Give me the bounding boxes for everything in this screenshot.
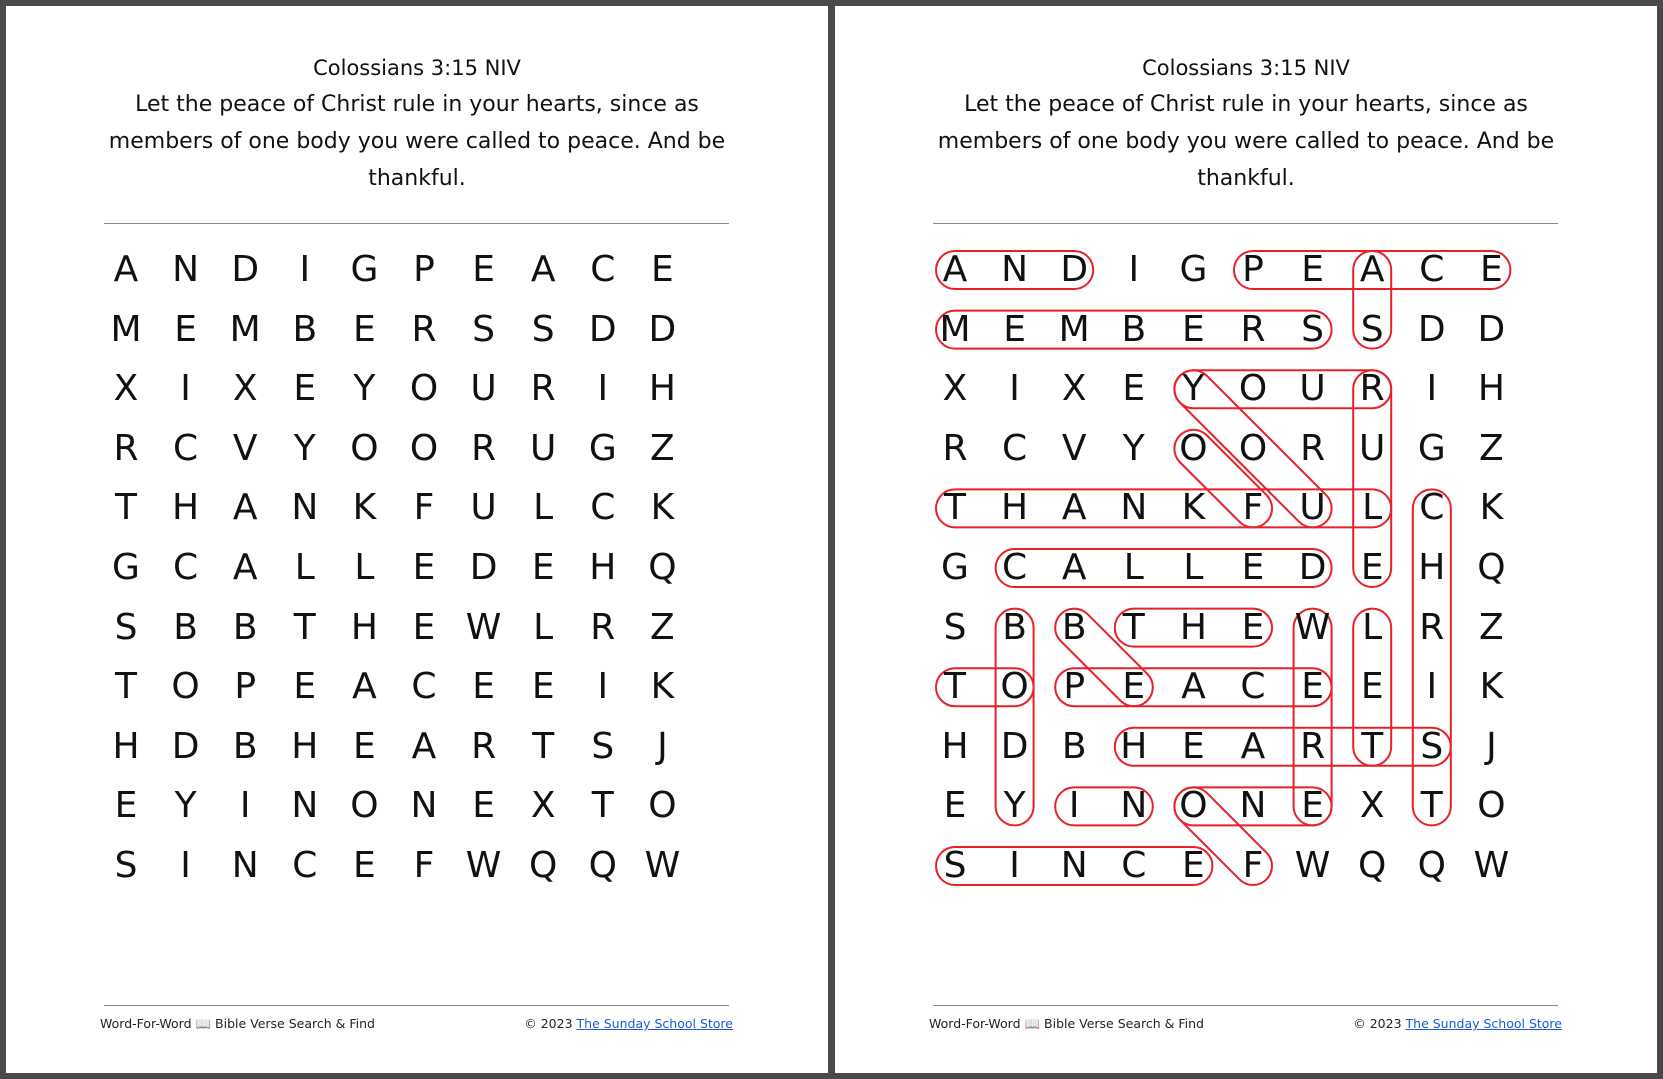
grid-letter: C xyxy=(1240,666,1266,708)
grid-letter: E xyxy=(293,368,317,410)
grid-letter: N xyxy=(1239,785,1267,827)
grid-letter: E xyxy=(1003,308,1026,350)
grid-letter: E xyxy=(472,666,495,708)
grid-letter: K xyxy=(650,666,675,708)
grid-letter: S xyxy=(1360,308,1384,350)
grid-letter: E xyxy=(651,249,674,290)
grid-letter: L xyxy=(533,487,554,529)
footer-credit xyxy=(1353,1016,1562,1031)
grid-letter: R xyxy=(1300,427,1326,469)
grid-letter: S xyxy=(531,308,555,350)
grid-letter: I xyxy=(1426,368,1438,410)
grid-letter: E xyxy=(531,666,555,708)
grid-letter: W xyxy=(1294,845,1331,886)
letter-grid xyxy=(6,6,828,1006)
grid-letter: N xyxy=(1060,845,1088,886)
grid-letter: E xyxy=(1241,547,1265,588)
grid-letter: I xyxy=(180,368,191,410)
grid-letter: W xyxy=(1294,606,1331,648)
footer-title: Word-For-Word 📖 Bible Verse Search & Find xyxy=(929,1016,1204,1031)
grid-letter: E xyxy=(1182,308,1205,350)
grid-letter: S xyxy=(943,845,967,886)
grid-letter: I xyxy=(299,249,311,290)
grid-letter: X xyxy=(530,785,556,827)
grid-letter: J xyxy=(657,725,668,767)
grid-letter: G xyxy=(1179,249,1208,290)
grid-letter: E xyxy=(174,308,197,350)
grid-letter: A xyxy=(232,547,258,588)
grid-letter: C xyxy=(1121,845,1147,886)
grid-letter: U xyxy=(1299,368,1326,410)
grid-letter: Y xyxy=(1003,785,1026,827)
grid-letter: T xyxy=(591,785,614,827)
grid-letter: S xyxy=(1301,308,1325,350)
grid-letter: E xyxy=(412,606,436,648)
grid-letter: H xyxy=(648,368,676,410)
grid-letter: R xyxy=(1240,308,1266,350)
grid-letter: L xyxy=(1362,606,1383,648)
grid-letter: U xyxy=(1299,487,1326,529)
grid-letter: L xyxy=(294,547,315,588)
grid-letter: F xyxy=(413,487,435,529)
grid-letter: K xyxy=(1479,666,1504,708)
grid-letter: O xyxy=(409,368,439,410)
grid-letter: R xyxy=(471,725,497,767)
grid-letter: A xyxy=(942,249,968,290)
copyright: © 2023 xyxy=(1353,1016,1402,1031)
grid-letter: N xyxy=(1120,487,1148,529)
grid-letter: O xyxy=(1000,666,1029,708)
grid-letter: R xyxy=(1419,606,1445,648)
grid-letter: O xyxy=(350,785,379,827)
grid-letter: Q xyxy=(648,547,677,588)
grid-letter: T xyxy=(944,487,966,529)
grid-letter: I xyxy=(239,785,251,827)
grid-letter: H xyxy=(112,725,140,767)
grid-letter: A xyxy=(1181,666,1206,708)
grid-letter: D xyxy=(1060,249,1089,290)
grid-letter: R xyxy=(590,606,616,648)
verse-line: Let the peace of Christ rule in your hearts, since as xyxy=(964,92,1528,117)
grid-letter: N xyxy=(410,785,438,827)
grid-letter: C xyxy=(590,487,616,529)
grid-letter: I xyxy=(597,666,609,708)
grid-letter: H xyxy=(291,725,319,767)
grid-letter: G xyxy=(941,547,969,588)
grid-letter: Y xyxy=(293,427,316,469)
grid-letter: B xyxy=(173,606,198,648)
grid-letter: N xyxy=(291,487,319,529)
grid-letter: A xyxy=(1061,547,1087,588)
grid-letter: U xyxy=(470,368,497,410)
grid-letter: S xyxy=(472,308,496,350)
grid-letter: E xyxy=(531,547,555,588)
grid-letter: E xyxy=(1182,845,1205,886)
grid-letter: H xyxy=(1477,368,1505,410)
grid-letter: V xyxy=(232,427,258,469)
grid-letter: A xyxy=(113,249,139,290)
grid-letter: R xyxy=(1359,368,1385,410)
grid-letter: R xyxy=(942,427,968,469)
grid-letter: Q xyxy=(1417,845,1446,886)
grid-letter: C xyxy=(173,547,199,588)
grid-letter: T xyxy=(1420,785,1443,827)
grid-letter: O xyxy=(1477,785,1506,827)
grid-letter: X xyxy=(942,368,968,410)
grid-letter: G xyxy=(112,547,140,588)
grid-letter: F xyxy=(1242,487,1264,529)
grid-letter: W xyxy=(644,845,681,886)
verse-line: members of one body you were called to peace. And be xyxy=(108,129,726,154)
grid-letter: F xyxy=(1242,845,1264,886)
grid-letter: D xyxy=(588,308,617,350)
grid-letter: R xyxy=(471,427,497,469)
grid-letter: A xyxy=(530,249,556,290)
grid-letter: M xyxy=(229,308,261,350)
grid-letter: E xyxy=(412,547,436,588)
grid-letter: Q xyxy=(529,845,558,886)
grid-letter: D xyxy=(1417,308,1446,350)
grid-letter: L xyxy=(1362,487,1383,529)
footer-divider xyxy=(104,1005,729,1006)
grid-letter: P xyxy=(413,249,435,290)
grid-letter: D xyxy=(1298,547,1327,588)
grid-letter: I xyxy=(1426,666,1438,708)
verse-line: thankful. xyxy=(1197,166,1295,191)
grid-letter: M xyxy=(110,308,142,350)
grid-letter: E xyxy=(1301,666,1324,708)
verse-reference: Colossians 3:15 NIV xyxy=(1142,56,1350,80)
grid-letter: O xyxy=(1179,427,1208,469)
grid-letter: X xyxy=(1359,785,1385,827)
grid-letter: W xyxy=(465,845,502,886)
grid-letter: K xyxy=(650,487,675,529)
grid-letter: G xyxy=(1417,427,1446,469)
grid-letter: L xyxy=(1123,547,1144,588)
grid-letter: U xyxy=(470,487,497,529)
grid-letter: K xyxy=(1181,487,1206,529)
grid-letter: Y xyxy=(1122,427,1145,469)
grid-letter: M xyxy=(939,308,971,350)
grid-letter: Q xyxy=(588,845,617,886)
grid-letter: K xyxy=(352,487,377,529)
grid-letter: T xyxy=(115,666,137,708)
grid-letter: G xyxy=(588,427,617,469)
grid-letter: W xyxy=(1473,845,1510,886)
grid-letter: J xyxy=(1486,725,1497,767)
verse-line: thankful. xyxy=(368,166,466,191)
grid-letter: H xyxy=(1179,606,1207,648)
grid-letter: I xyxy=(1009,845,1020,886)
grid-letter: I xyxy=(1128,249,1140,290)
grid-letter: A xyxy=(1359,249,1385,290)
grid-letter: E xyxy=(1360,547,1384,588)
grid-letter: H xyxy=(1120,725,1148,767)
grid-letter: B xyxy=(1061,725,1087,767)
grid-letter: B xyxy=(292,308,318,350)
answer-grid xyxy=(835,6,1657,1006)
grid-letter: G xyxy=(350,249,379,290)
grid-letter: L xyxy=(533,606,554,648)
grid-letter: C xyxy=(292,845,318,886)
grid-letter: D xyxy=(1000,725,1029,767)
grid-letter: Y xyxy=(1182,368,1205,410)
grid-letter: C xyxy=(590,249,616,290)
grid-letter: C xyxy=(1419,249,1445,290)
grid-letter: H xyxy=(589,547,617,588)
grid-letter: Q xyxy=(1358,845,1387,886)
grid-letter: S xyxy=(114,845,138,886)
grid-letter: E xyxy=(353,308,376,350)
grid-letter: E xyxy=(114,785,138,827)
grid-letter: H xyxy=(172,487,200,529)
grid-letter: Z xyxy=(1479,427,1504,469)
grid-letter: O xyxy=(171,666,200,708)
grid-letter: T xyxy=(293,606,316,648)
grid-letter: A xyxy=(1240,725,1266,767)
grid-letter: D xyxy=(171,725,200,767)
grid-letter: T xyxy=(944,666,966,708)
grid-letter: S xyxy=(114,606,138,648)
grid-letter: E xyxy=(1301,249,1324,290)
verse-line: Let the peace of Christ rule in your hearts, since as xyxy=(135,92,699,117)
grid-letter: L xyxy=(1183,547,1204,588)
grid-letter: E xyxy=(353,725,376,767)
grid-letter: B xyxy=(232,725,258,767)
store-link[interactable]: The Sunday School Store xyxy=(1405,1016,1562,1031)
grid-letter: B xyxy=(232,606,258,648)
grid-letter: O xyxy=(409,427,439,469)
grid-letter: D xyxy=(648,308,677,350)
grid-letter: C xyxy=(1002,427,1028,469)
grid-letter: D xyxy=(231,249,260,290)
grid-letter: I xyxy=(597,368,609,410)
grid-letter: N xyxy=(231,845,259,886)
grid-letter: O xyxy=(648,785,677,827)
store-link[interactable]: The Sunday School Store xyxy=(576,1016,733,1031)
grid-letter: E xyxy=(472,249,495,290)
grid-letter: X xyxy=(232,368,258,410)
grid-letter: Z xyxy=(1479,606,1504,648)
grid-letter: A xyxy=(232,487,258,529)
grid-letter: F xyxy=(413,845,435,886)
grid-letter: E xyxy=(1480,249,1503,290)
puzzle-page xyxy=(6,6,828,1073)
grid-letter: S xyxy=(1420,725,1444,767)
grid-letter: T xyxy=(1361,725,1384,767)
grid-letter: R xyxy=(1300,725,1326,767)
grid-letter: A xyxy=(1061,487,1087,529)
grid-letter: S xyxy=(591,725,615,767)
grid-letter: I xyxy=(1068,785,1080,827)
grid-letter: Q xyxy=(1477,547,1506,588)
verse-reference: Colossians 3:15 NIV xyxy=(313,56,521,80)
grid-letter: T xyxy=(1122,606,1145,648)
grid-letter: O xyxy=(1238,427,1268,469)
grid-letter: E xyxy=(1122,666,1146,708)
grid-letter: R xyxy=(113,427,139,469)
grid-letter: S xyxy=(943,606,967,648)
grid-letter: M xyxy=(1058,308,1090,350)
grid-letter: H xyxy=(941,725,969,767)
grid-letter: W xyxy=(465,606,502,648)
grid-letter: C xyxy=(1419,487,1445,529)
grid-letter: E xyxy=(1360,666,1384,708)
grid-letter: Z xyxy=(650,427,675,469)
grid-letter: K xyxy=(1479,487,1504,529)
grid-letter: R xyxy=(411,308,437,350)
grid-letter: D xyxy=(469,547,498,588)
grid-letter: D xyxy=(1477,308,1506,350)
grid-letter: H xyxy=(350,606,378,648)
grid-letter: E xyxy=(293,666,317,708)
grid-letter: X xyxy=(113,368,139,410)
grid-letter: R xyxy=(530,368,556,410)
grid-letter: C xyxy=(1002,547,1028,588)
grid-letter: I xyxy=(1009,368,1020,410)
grid-letter: U xyxy=(530,427,557,469)
grid-letter: N xyxy=(1120,785,1148,827)
grid-letter: T xyxy=(532,725,555,767)
footer-divider xyxy=(933,1005,1558,1006)
grid-letter: U xyxy=(1359,427,1386,469)
grid-letter: O xyxy=(1238,368,1268,410)
grid-letter: E xyxy=(943,785,967,827)
grid-letter: B xyxy=(1002,606,1027,648)
grid-letter: Z xyxy=(650,606,675,648)
answer-key-page xyxy=(835,6,1657,1073)
grid-letter: H xyxy=(1418,547,1446,588)
grid-letter: N xyxy=(172,249,200,290)
grid-letter: V xyxy=(1061,427,1087,469)
grid-letter: C xyxy=(173,427,199,469)
grid-letter: C xyxy=(411,666,437,708)
grid-letter: B xyxy=(1121,308,1147,350)
grid-letter: E xyxy=(1122,368,1146,410)
grid-letter: X xyxy=(1061,368,1087,410)
grid-letter: H xyxy=(1001,487,1029,529)
footer-credit xyxy=(524,1016,733,1031)
verse-line: members of one body you were called to peace. And be xyxy=(937,129,1555,154)
grid-letter: N xyxy=(291,785,319,827)
grid-letter: I xyxy=(180,845,191,886)
grid-letter: E xyxy=(1301,785,1324,827)
grid-letter: E xyxy=(1241,606,1265,648)
footer-title: Word-For-Word 📖 Bible Verse Search & Find xyxy=(100,1016,375,1031)
grid-letter: P xyxy=(234,666,257,708)
grid-letter: O xyxy=(1179,785,1208,827)
grid-letter: E xyxy=(353,845,376,886)
grid-letter: L xyxy=(354,547,375,588)
grid-letter: P xyxy=(1063,666,1086,708)
grid-letter: E xyxy=(1182,725,1205,767)
grid-letter: Y xyxy=(353,368,376,410)
grid-letter: P xyxy=(1242,249,1264,290)
grid-letter: A xyxy=(352,666,377,708)
grid-letter: A xyxy=(411,725,437,767)
grid-letter: E xyxy=(472,785,495,827)
grid-letter: Y xyxy=(174,785,197,827)
grid-letter: T xyxy=(115,487,137,529)
grid-letter: N xyxy=(1001,249,1029,290)
copyright: © 2023 xyxy=(524,1016,573,1031)
grid-letter: B xyxy=(1061,606,1087,648)
grid-letter: O xyxy=(350,427,379,469)
